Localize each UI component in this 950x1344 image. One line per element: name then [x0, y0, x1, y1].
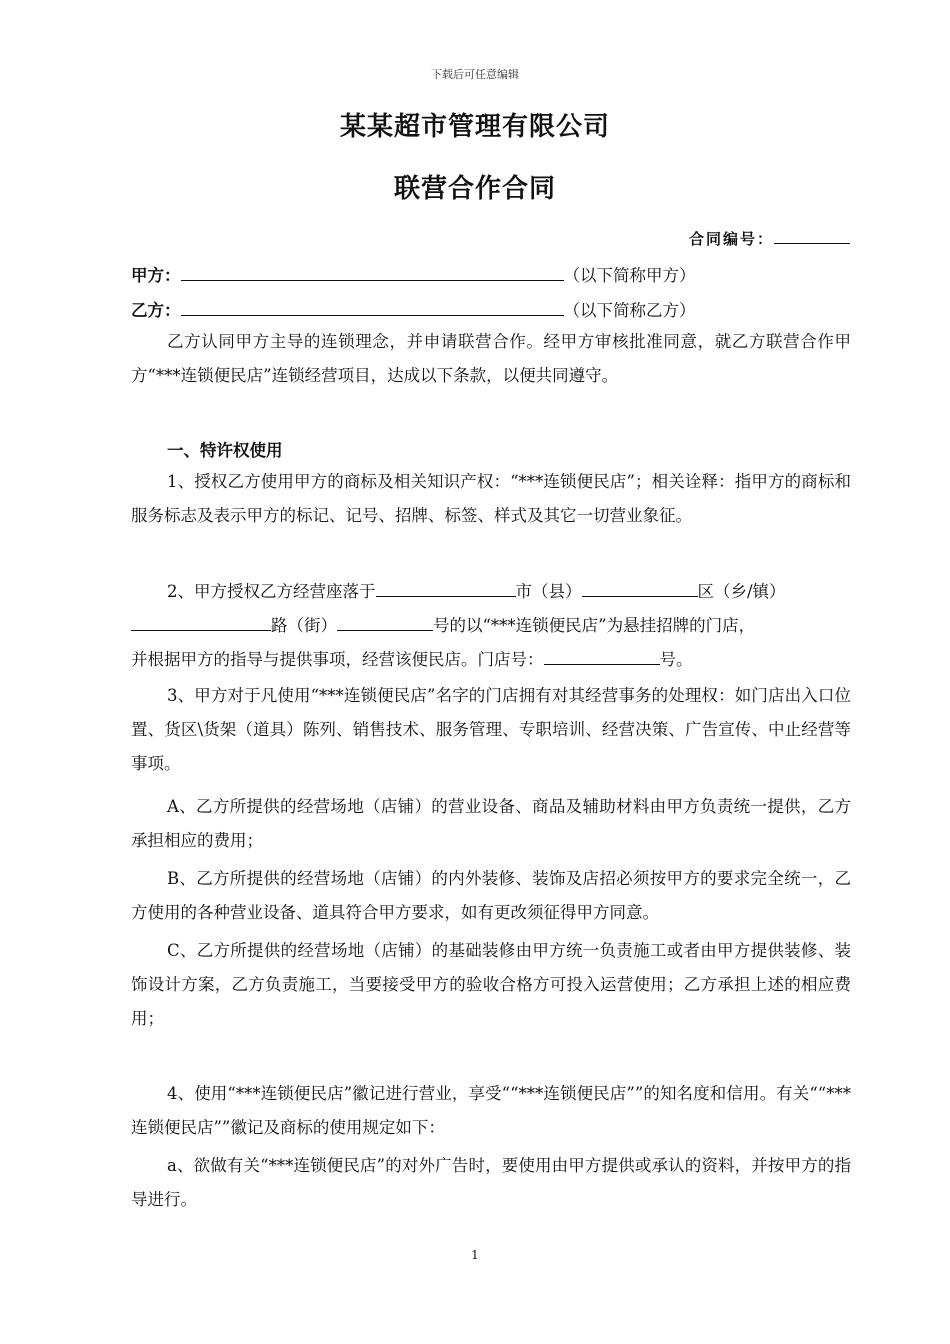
party-b-blank — [181, 300, 564, 316]
clause-2-text-4: 路（街） — [271, 616, 337, 635]
clause-2 — [131, 575, 851, 677]
city-blank — [376, 581, 516, 597]
party-a-blank — [181, 265, 564, 281]
party-a-label: 甲方： — [131, 266, 181, 285]
clause-2-text-6: 并根据甲方的指导与提供事项，经营该便民店。门店号： — [131, 650, 544, 669]
clause-3: 3、甲方对于凡使用“***连锁便民店”名字的门店拥有对其经营事务的处理权：如门店出入口位置、货区\货架（道具）陈列、销售技术、服务管理、专职培训、经营决策、广告宣传、中止经营等事项。 — [131, 686, 851, 773]
clause-4a: a、欲做有关“***连锁便民店”的对外广告时，要使用由甲方提供或承认的资料，并按甲方的指导进行。 — [131, 1156, 851, 1209]
district-blank — [582, 581, 698, 597]
company-title: 某某超市管理有限公司 — [339, 112, 610, 142]
contract-number-blank — [774, 228, 850, 244]
party-b-line — [131, 297, 696, 321]
clause-2-text-3: 区（乡/镇） — [697, 582, 786, 601]
clause-4: 4、使用“***连锁便民店”徽记进行营业，享受““***连锁便民店””的知名度和信用。有关““***连锁便民店””徽记及商标的使用规定如下： — [131, 1084, 851, 1137]
section-1-title: 一、特许权使用 — [167, 441, 283, 460]
clause-b: B、乙方所提供的经营场地（店铺）的内外装修、装饰及店招必须按甲方的要求完全统一，乙方使用的各种营业设备、道具符合甲方要求，如有更改须征得甲方同意。 — [131, 869, 851, 922]
clause-2-text-5: 号的以“***连锁便民店”为悬挂招牌的门店， — [433, 616, 756, 635]
clause-1: 1、授权乙方使用甲方的商标及相关知识产权：“***连锁便民店”；相关诠释：指甲方的商标和服务标志及表示甲方的标记、记号、招牌、标签、样式及其它一切营业象征。 — [131, 472, 851, 525]
party-b-suffix: （以下简称乙方） — [563, 301, 696, 320]
clause-2-text-2: 市（县） — [515, 582, 582, 601]
clause-a: A、乙方所提供的经营场地（店铺）的营业设备、商品及辅助材料由甲方负责统一提供，乙方承担相应的费用； — [131, 797, 851, 850]
party-b-label: 乙方： — [131, 301, 181, 320]
street-number-blank — [337, 615, 433, 631]
road-blank — [131, 615, 271, 631]
clause-2-line-2 — [131, 609, 851, 643]
party-a-line — [131, 262, 696, 286]
clause-2-line-3 — [131, 643, 851, 677]
header-note: 下载后可任意编辑 — [431, 68, 519, 81]
clause-c: C、乙方所提供的经营场地（店铺）的基础装修由甲方统一负责施工或者由甲方提供装修、装饰设计方案，乙方负责施工，当要接受甲方的验收合格方可投入运营使用；乙方承担上述的相应费用； — [131, 941, 851, 1028]
clause-2-line-1 — [131, 575, 851, 609]
clause-2-text-7: 号。 — [659, 650, 693, 669]
contract-number-label: 合同编号： — [688, 230, 774, 248]
contract-number — [689, 228, 850, 249]
intro-paragraph: 乙方认同甲方主导的连锁理念，并申请联营合作。经甲方审核批准同意，就乙方联营合作甲方“***连锁便民店”连锁经营项目，达成以下条款，以便共同遵守。 — [131, 332, 851, 385]
clause-2-text-1: 2、甲方授权乙方经营座落于 — [167, 582, 376, 601]
page-number: 1 — [471, 1248, 479, 1262]
document-title: 联营合作合同 — [393, 174, 556, 204]
party-a-suffix: （以下简称甲方） — [563, 266, 696, 285]
store-number-blank — [544, 649, 660, 665]
